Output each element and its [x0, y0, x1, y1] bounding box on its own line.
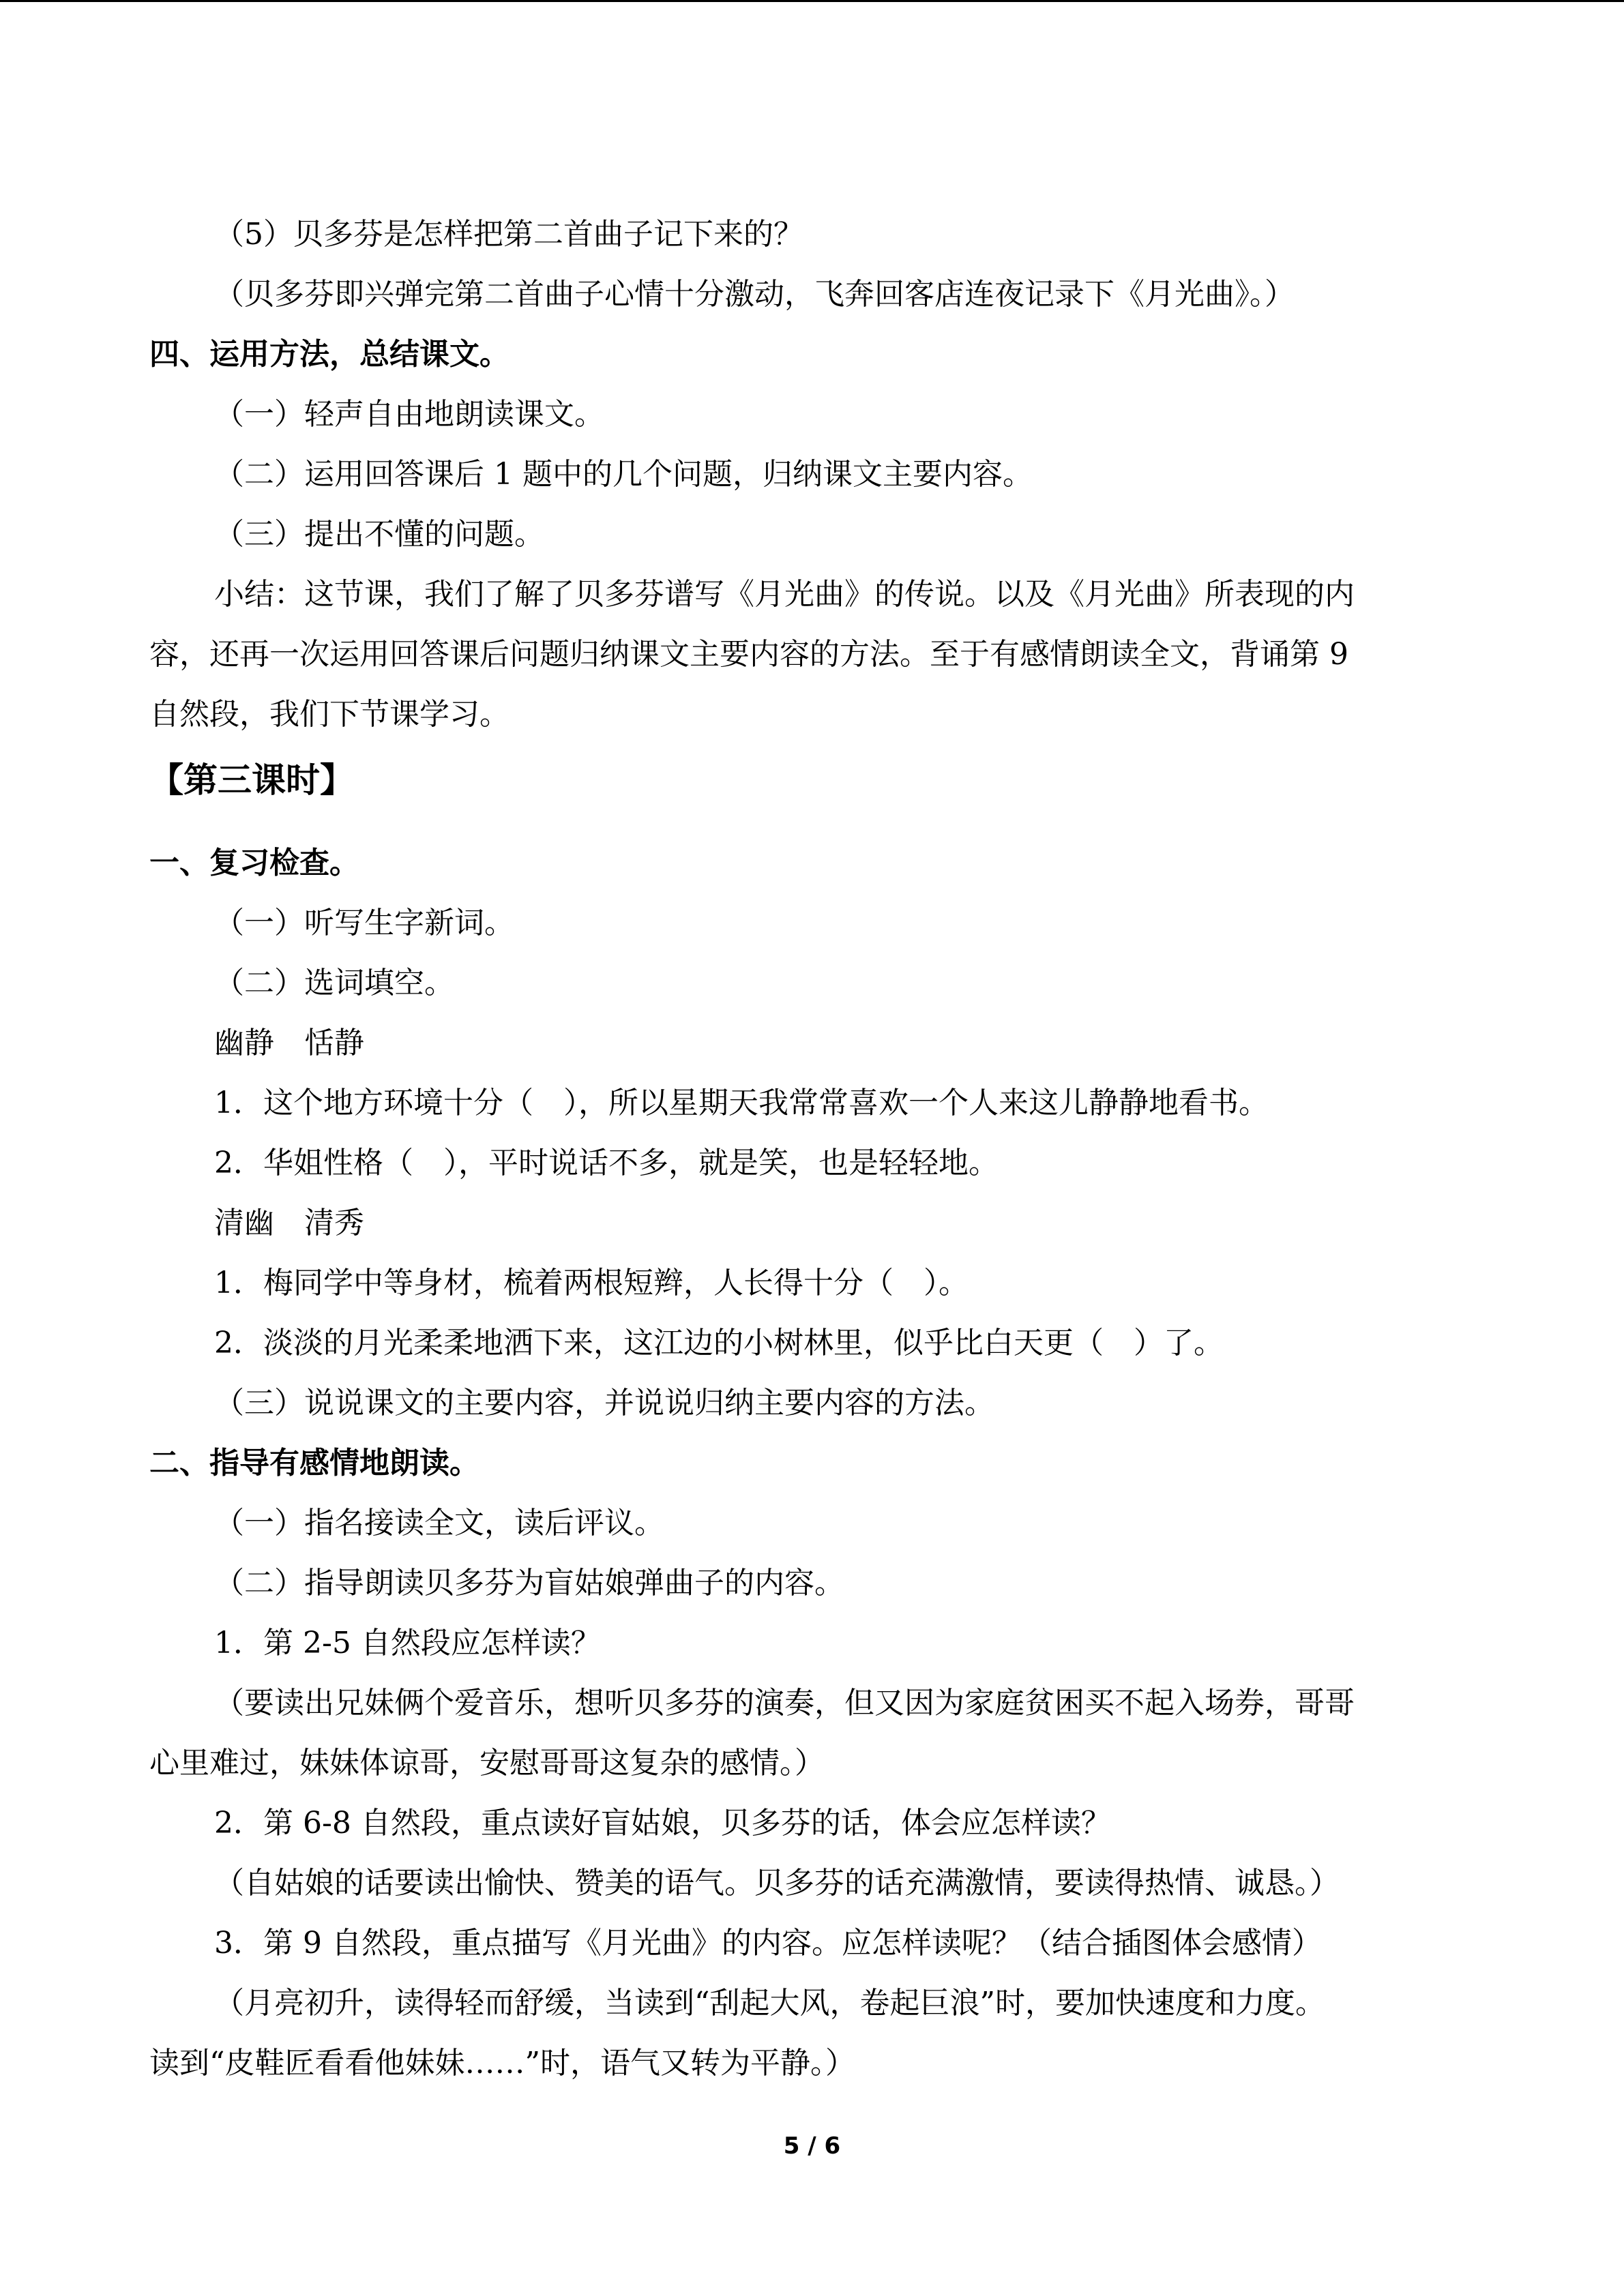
guided-step-1: （一）指名接读全文，读后评议。 [214, 1506, 664, 1540]
word-pair-1: 幽静 恬静 [214, 1026, 364, 1060]
step-2-summarize: （二）运用回答课后 1 题中的几个问题，归纳课文主要内容。 [214, 457, 1033, 492]
step-3-questions: （三）提出不懂的问题。 [214, 517, 544, 552]
fill-sentence-1: 1．这个地方环境十分（ ），所以星期天我常常喜欢一个人来这儿静静地看书。 [214, 1086, 1269, 1120]
reading-question-3: 3．第 9 自然段，重点描写《月光曲》的内容。应怎样读呢？（结合插图体会感情） [214, 1926, 1322, 1960]
word-pair-2: 清幽 清秀 [214, 1206, 364, 1240]
heading-guided-reading: 二、指导有感情地朗读。 [149, 1446, 479, 1480]
answer-5: （贝多芬即兴弹完第二首曲子心情十分激动，飞奔回客店连夜记录下《月光曲》。） [214, 277, 1295, 312]
review-fill-blank: （二）选词填空。 [214, 966, 454, 1000]
top-border-rule [0, 0, 1624, 2]
fill-sentence-3: 1．梅同学中等身材，梳着两根短辫，人长得十分（ ）。 [214, 1266, 969, 1300]
fill-sentence-4: 2．淡淡的月光柔柔地洒下来，这江边的小树林里，似乎比白天更（ ）了。 [214, 1326, 1224, 1360]
reading-answer-2: （自姑娘的话要读出愉快、赞美的语气。贝多芬的话充满激情，要读得热情、诚恳。） [214, 1866, 1340, 1900]
guided-step-2: （二）指导朗读贝多芬为盲姑娘弹曲子的内容。 [214, 1566, 844, 1600]
review-dictation: （一）听写生字新词。 [214, 906, 514, 940]
fill-sentence-2: 2．华姐性格（ ），平时说话不多，就是笑，也是轻轻地。 [214, 1146, 999, 1180]
reading-answer-3-line-2: 读到“皮鞋匠看看他妹妹……”时，语气又转为平静。） [149, 2046, 855, 2081]
question-5: （5）贝多芬是怎样把第二首曲子记下来的？ [214, 217, 803, 252]
summary-line-2: 容，还再一次运用回答课后问题归纳课文主要内容的方法。至于有感情朗读全文，背诵第 9 [149, 637, 1348, 672]
reading-answer-3-line-1: （月亮初升，读得轻而舒缓，当读到“刮起大风，卷起巨浪”时，要加快速度和力度。 [214, 1986, 1325, 2021]
page-number: 5 / 6 [783, 2132, 841, 2160]
heading-section-4: 四、运用方法，总结课文。 [149, 337, 510, 372]
review-main-content: （三）说说课文的主要内容，并说说归纳主要内容的方法。 [214, 1386, 994, 1420]
summary-line-3: 自然段，我们下节课学习。 [149, 697, 510, 732]
heading-review: 一、复习检查。 [149, 846, 359, 880]
reading-answer-1-line-2: 心里难过，妹妹体谅哥，安慰哥哥这复杂的感情。） [149, 1746, 825, 1780]
lesson-3-title: 【第三课时】 [149, 760, 354, 800]
reading-question-2: 2．第 6-8 自然段，重点读好盲姑娘，贝多芬的话，体会应怎样读？ [214, 1806, 1111, 1840]
step-1-read-aloud: （一）轻声自由地朗读课文。 [214, 397, 604, 432]
summary-line-1: 小结：这节课，我们了解了贝多芬谱写《月光曲》的传说。以及《月光曲》所表现的内 [214, 577, 1355, 612]
reading-answer-1-line-1: （要读出兄妹俩个爱音乐，想听贝多芬的演奏，但又因为家庭贫困买不起入场券，哥哥 [214, 1686, 1355, 1720]
reading-question-1: 1．第 2-5 自然段应怎样读？ [214, 1626, 601, 1660]
